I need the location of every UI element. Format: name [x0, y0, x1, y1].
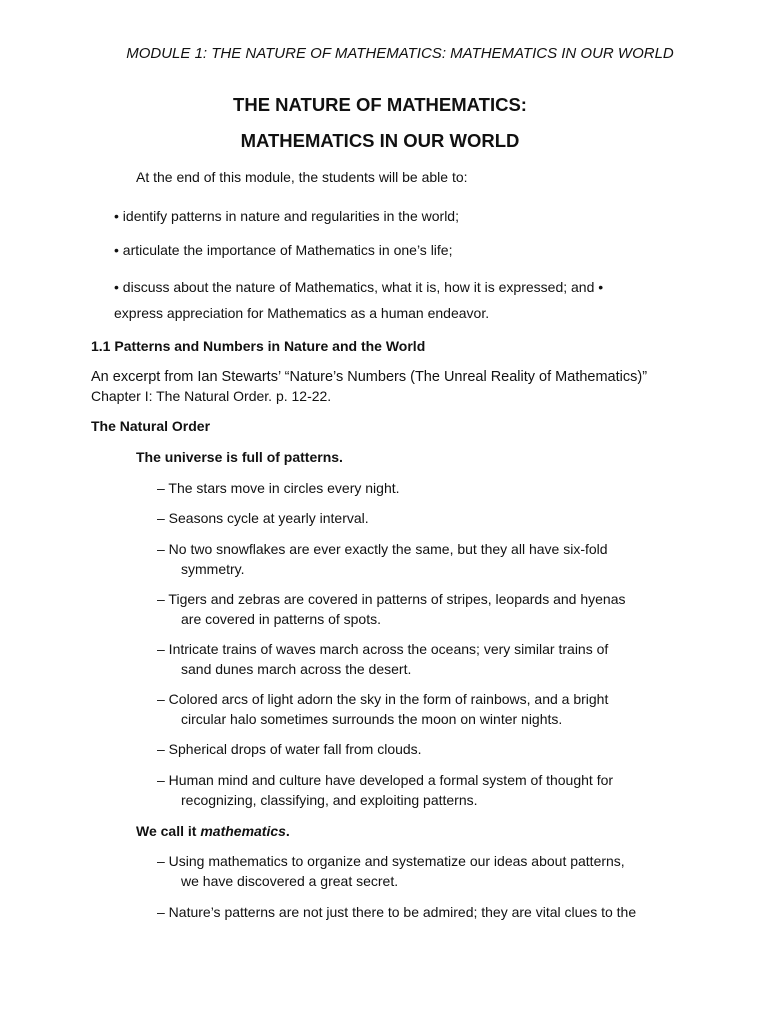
- pattern-text: – Human mind and culture have developed a formal system of thought for: [157, 772, 614, 788]
- objective-item: • discuss about the nature of Mathematics, what it is, how it is expressed; and •: [114, 279, 604, 295]
- pattern-list-item: [157, 589, 626, 629]
- pattern-text: – Spherical drops of water fall from clouds.: [157, 741, 422, 757]
- section-heading: 1.1 Patterns and Numbers in Nature and the World: [91, 338, 426, 354]
- objective-item: • articulate the importance of Mathematics in one’s life;: [114, 242, 453, 258]
- objective-item: • identify patterns in nature and regularities in the world;: [114, 208, 459, 224]
- excerpt-citation-line-1: An excerpt from Ian Stewarts’ “Nature’s Numbers (The Unreal Reality of Mathematics)”: [91, 369, 648, 385]
- call-it-suffix: .: [285, 823, 290, 839]
- pattern-text: – Tigers and zebras are covered in patterns of stripes, leopards and hyenas: [157, 591, 626, 607]
- pattern-list-item: [157, 689, 608, 729]
- intro-text: At the end of this module, the students will be able to:: [136, 169, 468, 185]
- call-it-mathematics: [136, 821, 290, 841]
- pattern-list-item: [157, 639, 608, 679]
- call-it-prefix: We call it: [136, 823, 201, 839]
- objective-item-continued: express appreciation for Mathematics as a human endeavor.: [114, 305, 490, 321]
- universe-heading: The universe is full of patterns.: [136, 449, 343, 465]
- pattern-list-item: [157, 770, 613, 810]
- math-list-item: [157, 851, 625, 891]
- pattern-text-continued: circular halo sometimes surrounds the moon on winter nights.: [181, 711, 563, 727]
- math-point-text: – Nature’s patterns are not just there to be admired; they are vital clues to the: [157, 904, 637, 920]
- running-header: MODULE 1: THE NATURE OF MATHEMATICS: MATHEMATICS IN OUR WORLD: [126, 45, 674, 62]
- pattern-list-item: [157, 739, 422, 759]
- pattern-text: – No two snowflakes are ever exactly the same, but they all have six-fold: [157, 541, 608, 557]
- document-title-line-2: MATHEMATICS IN OUR WORLD: [240, 130, 520, 151]
- math-list-item: [157, 902, 636, 922]
- pattern-text-continued: symmetry.: [181, 561, 245, 577]
- pattern-text: – Seasons cycle at yearly interval.: [157, 510, 369, 526]
- math-point-text: – Using mathematics to organize and systematize our ideas about patterns,: [157, 853, 625, 869]
- subsection-heading: The Natural Order: [91, 418, 211, 434]
- excerpt-citation-line-2: Chapter I: The Natural Order. p. 12-22.: [91, 388, 332, 404]
- pattern-text: – Colored arcs of light adorn the sky in the form of rainbows, and a bright: [157, 691, 609, 707]
- pattern-text: – The stars move in circles every night.: [157, 480, 400, 496]
- call-it-word: mathematics: [200, 823, 286, 839]
- pattern-text-continued: are covered in patterns of spots.: [181, 611, 381, 627]
- pattern-list-item: [157, 539, 608, 579]
- pattern-text-continued: recognizing, classifying, and exploiting patterns.: [181, 792, 478, 808]
- pattern-text: – Intricate trains of waves march across the oceans; very similar trains of: [157, 641, 609, 657]
- pattern-list-item: [157, 478, 400, 498]
- document-title-line-1: THE NATURE OF MATHEMATICS:: [233, 94, 527, 115]
- pattern-text-continued: sand dunes march across the desert.: [181, 661, 412, 677]
- math-point-text-continued: we have discovered a great secret.: [181, 873, 399, 889]
- pattern-list-item: [157, 508, 369, 528]
